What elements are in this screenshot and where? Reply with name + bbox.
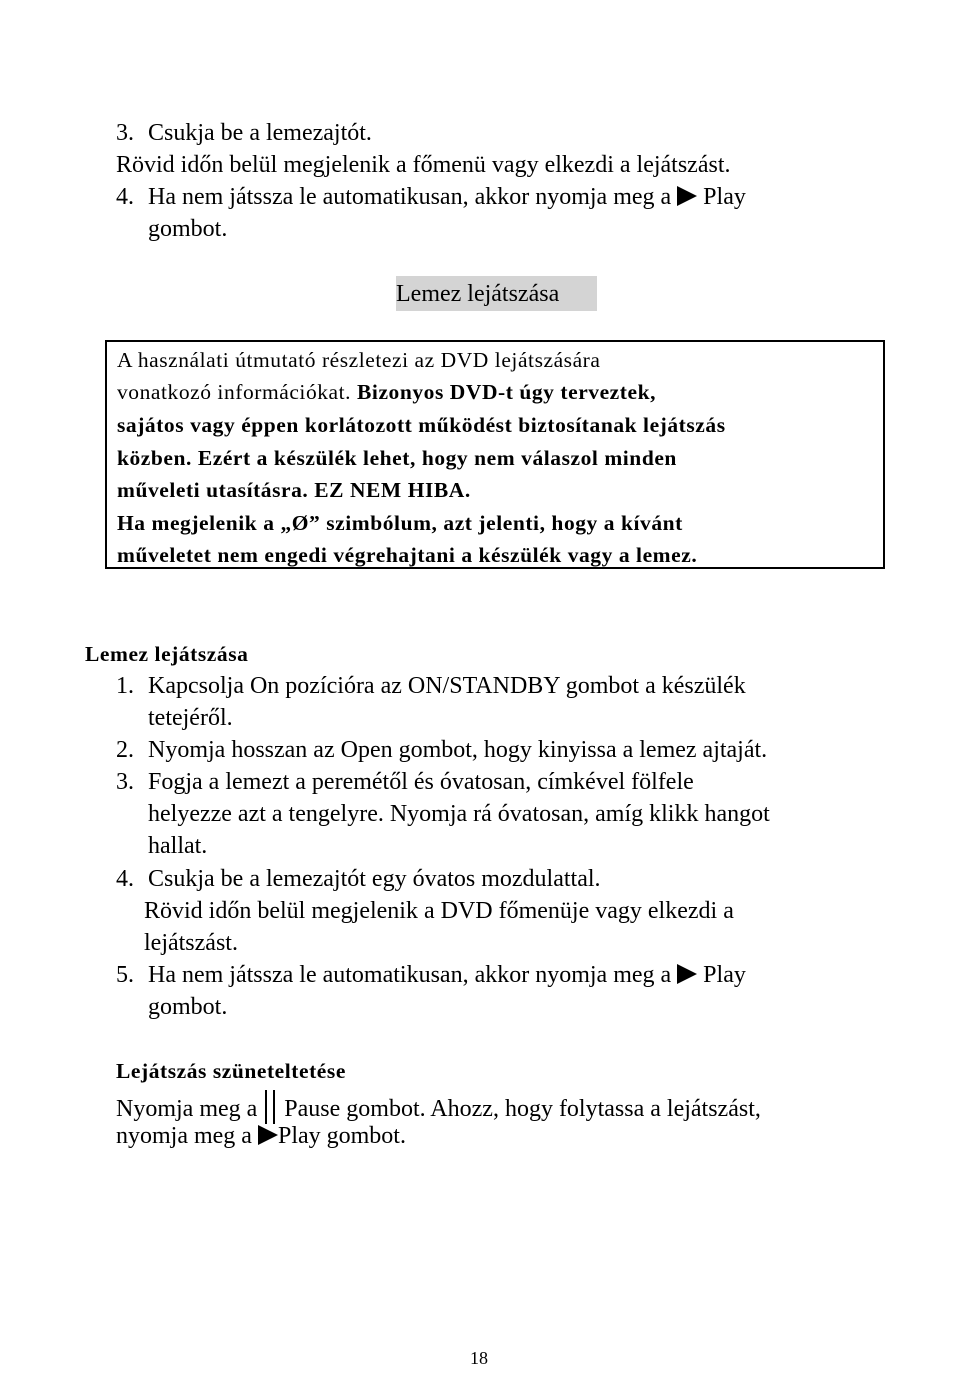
step-3 bbox=[116, 119, 372, 147]
pause-icon bbox=[265, 1090, 275, 1124]
step-3-text: Csukja be a lemezajtót. bbox=[148, 120, 372, 146]
notice-line-1: A használati útmutató részletezi az DVD lejátszására bbox=[117, 348, 601, 372]
pause-line-1 bbox=[116, 1090, 761, 1124]
s2-step-1-continuation: tetejéről. bbox=[148, 705, 233, 731]
step-3-number: 3. bbox=[116, 120, 134, 146]
s2-step-4-number: 4. bbox=[116, 866, 134, 892]
s2-step-3 bbox=[116, 768, 694, 796]
pause-line-2a: nyomja meg a bbox=[116, 1123, 252, 1149]
s2-step-5-number: 5. bbox=[116, 962, 134, 988]
section-heading-disc-playback: Lemez lejátszása bbox=[396, 281, 560, 307]
s2-step-5 bbox=[116, 961, 746, 989]
play-icon bbox=[258, 1125, 278, 1145]
s2-step-4-line-2: Rövid időn belül megjelenik a DVD főmenüje vagy elkezdi a bbox=[144, 898, 734, 924]
s2-step-1-text: Kapcsolja On pozícióra az ON/STANDBY gombot a készülék bbox=[148, 673, 746, 699]
play-icon bbox=[677, 964, 697, 984]
notice-line-6: Ha megjelenik a „Ø” szimbólum, azt jelenti, hogy a kívánt bbox=[117, 511, 683, 535]
step-4-number: 4. bbox=[116, 184, 134, 210]
pause-line-2b: Play gombot. bbox=[277, 1123, 406, 1149]
s2-step-4-text: Csukja be a lemezajtót egy óvatos mozdulattal. bbox=[148, 866, 601, 892]
s2-step-4-line-3: lejátszást. bbox=[144, 930, 238, 956]
step-4 bbox=[116, 183, 746, 211]
notice-line-3: sajátos vagy éppen korlátozott működést biztosítanak lejátszás bbox=[117, 413, 726, 437]
notice-line-5: műveleti utasításra. EZ NEM HIBA. bbox=[117, 478, 471, 502]
s2-step-5-play-label: Play bbox=[703, 962, 746, 988]
s2-step-5-continuation: gombot. bbox=[148, 994, 228, 1020]
step-3-note: Rövid időn belül megjelenik a főmenü vagy elkezdi a lejátszást. bbox=[116, 152, 731, 178]
page-number: 18 bbox=[470, 1348, 488, 1368]
s2-step-1-number: 1. bbox=[116, 673, 134, 699]
s2-step-2-text: Nyomja hosszan az Open gombot, hogy kinyissa a lemez ajtaját. bbox=[148, 737, 768, 763]
s2-step-4 bbox=[116, 865, 601, 893]
notice-line-2 bbox=[117, 379, 656, 405]
section-2-heading: Lemez lejátszása bbox=[85, 642, 249, 666]
s2-step-2-number: 2. bbox=[116, 737, 134, 763]
pause-line-1a: Nyomja meg a bbox=[116, 1096, 258, 1122]
s2-step-3-number: 3. bbox=[116, 769, 134, 795]
s2-step-3-text: Fogja a lemezt a peremétől és óvatosan, címkével fölfele bbox=[148, 769, 694, 795]
step-4-play-label: Play bbox=[703, 184, 746, 210]
s2-step-3-line-2: helyezze azt a tengelyre. Nyomja rá óvatosan, amíg klikk hangot bbox=[148, 801, 770, 827]
notice-line-7: műveletet nem engedi végrehajtani a készülék vagy a lemez. bbox=[117, 543, 698, 567]
s2-step-2 bbox=[116, 736, 767, 764]
play-icon bbox=[677, 186, 697, 206]
pause-line-1b: Pause gombot. Ahozz, hogy folytassa a lejátszást, bbox=[284, 1096, 761, 1122]
s2-step-3-line-3: hallat. bbox=[148, 833, 208, 859]
notice-line-2a: vonatkozó információkat. bbox=[117, 380, 352, 404]
notice-line-2b: Bizonyos DVD-t úgy terveztek, bbox=[351, 380, 657, 404]
notice-line-4: közben. Ezért a készülék lehet, hogy nem válaszol minden bbox=[117, 446, 677, 470]
section-3-heading: Lejátszás szüneteltetése bbox=[116, 1059, 346, 1083]
s2-step-1 bbox=[116, 672, 746, 700]
step-4-continuation: gombot. bbox=[148, 216, 228, 242]
s2-step-5-text: Ha nem játssza le automatikusan, akkor nyomja meg a bbox=[148, 962, 672, 988]
pause-line-2 bbox=[116, 1122, 406, 1150]
step-4-text: Ha nem játssza le automatikusan, akkor nyomja meg a bbox=[148, 184, 672, 210]
